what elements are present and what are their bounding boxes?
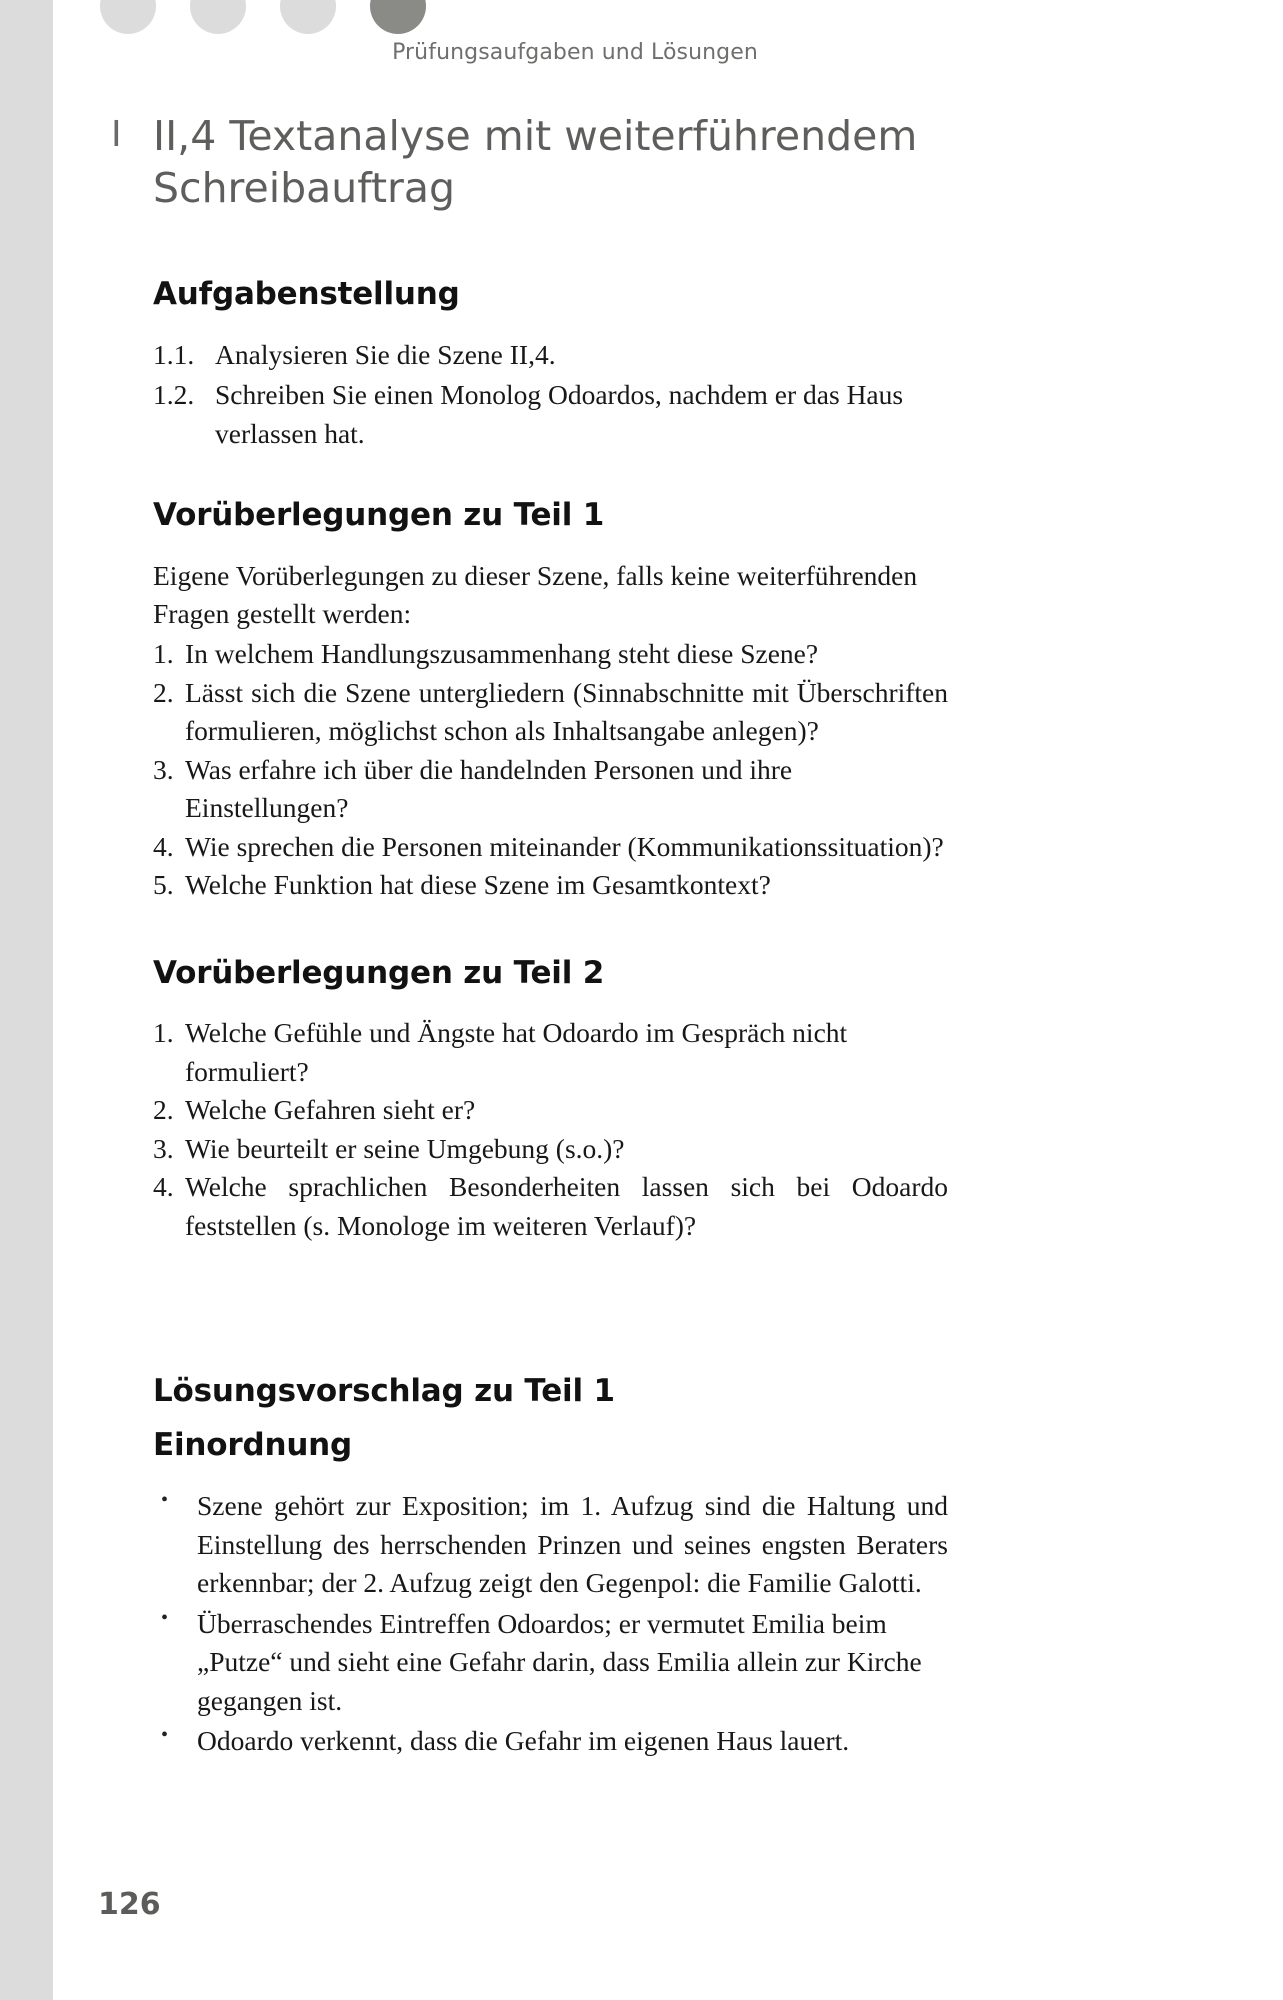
list-item-text: Welche sprachlichen Besonderheiten lassen sich bei Odoardo feststellen (s. Monologe im weiteren Verlauf)? [185, 1171, 948, 1241]
list-item-number: 1.2. [153, 379, 195, 411]
list-item [153, 751, 948, 828]
vorueberlegungen-1-list [153, 635, 948, 905]
list-item [153, 674, 948, 751]
list-item-text: Wie sprechen die Personen miteinander (Kommunikationssituation)? [185, 830, 944, 862]
section-spacer [153, 1295, 948, 1373]
bullet-icon: • [161, 1489, 169, 1512]
list-item-number: 1. [153, 1017, 174, 1049]
list-item [153, 635, 948, 674]
list-item-number: 3. [153, 1132, 174, 1164]
list-item-text: In welchem Handlungszusammenhang steht diese Szene? [185, 638, 819, 670]
list-item [153, 866, 948, 905]
aufgabenstellung-list [153, 336, 948, 454]
heading-einordnung: Einordnung [153, 1427, 353, 1464]
vorueberlegungen-2-list [153, 1014, 948, 1245]
list-item [153, 1130, 948, 1169]
list-item-text: Welche Funktion hat diese Szene im Gesamtkontext? [185, 869, 771, 901]
page-title: II,4 Textanalyse mit weiterführendem Schreibauftrag [153, 112, 918, 213]
list-item-number: 2. [153, 676, 174, 708]
running-head: Prüfungsaufgaben und Lösungen [392, 40, 758, 65]
bullet-icon: • [161, 1724, 169, 1747]
list-item-number: 4. [153, 830, 174, 862]
list-item-text: Lässt sich die Szene untergliedern (Sinnabschnitte mit Überschriften formulieren, möglichst schon als Inhaltsangabe anlegen)? [185, 676, 948, 747]
list-item-text: Was erfahre ich über die handelnden Personen und ihre Einstellungen? [185, 753, 793, 824]
page-number: 126 [98, 1887, 161, 1922]
heading-vorueberlegungen-teil-2: Vorüberlegungen zu Teil 2 [153, 954, 605, 991]
vorueberlegungen-1-lead: Eigene Vorüberlegungen zu dieser Szene, falls keine weiterführenden Fragen gestellt werden: [153, 560, 918, 630]
list-item-text: Welche Gefühle und Ängste hat Odoardo im Gespräch nicht formuliert? [185, 1017, 848, 1087]
list-item-number: 1. [153, 638, 174, 670]
list-item [153, 376, 948, 453]
list-item [153, 336, 948, 375]
list-item [153, 1168, 948, 1245]
list-item-number: 1.1. [153, 338, 195, 370]
list-item-number: 3. [153, 753, 174, 785]
list-item-text: Szene gehört zur Exposition; im 1. Aufzug sind die Haltung und Einstellung des herrschenden Prinzen und seines engsten Beraters erkennbar; der 2. Aufzug zeigt den Gegenpol: die Familie Galotti. [197, 1490, 948, 1599]
list-item-text: Überraschendes Eintreffen Odoardos; er vermutet Emilia beim „Putze“ und sieht eine Gefahr darin, dass Emilia allein zur Kirche gegangen ist. [197, 1607, 922, 1716]
heading-loesungsvorschlag: Lösungsvorschlag zu Teil 1 [153, 1373, 615, 1410]
heading-aufgabenstellung: Aufgabenstellung [153, 276, 460, 313]
list-item [153, 828, 948, 867]
einordnung-bullet-list [153, 1487, 948, 1761]
heading-vorueberlegungen-teil-1: Vorüberlegungen zu Teil 1 [153, 497, 605, 534]
list-item-number: 4. [153, 1171, 174, 1203]
list-item [153, 1014, 948, 1091]
text-column [111, 110, 948, 1763]
list-item-text: Analysieren Sie die Szene II,4. [215, 338, 556, 370]
list-item-number: 5. [153, 869, 174, 901]
list-item [153, 1091, 948, 1130]
list-item-text: Welche Gefahren sieht er? [185, 1094, 476, 1126]
list-item-text: Wie beurteilt er seine Umgebung (s.o.)? [185, 1132, 625, 1164]
chapter-heading-block [111, 110, 948, 214]
bullet-icon: • [161, 1606, 169, 1629]
list-item-number: 2. [153, 1094, 174, 1126]
list-item [153, 1487, 948, 1603]
chapter-marker: I [111, 114, 122, 155]
list-item-text: Odoardo verkennt, dass die Gefahr im eigenen Haus lauert. [197, 1725, 850, 1757]
list-item [153, 1605, 948, 1721]
list-item [153, 1722, 948, 1761]
list-item-text: Schreiben Sie einen Monolog Odoardos, nachdem er das Haus verlassen hat. [215, 379, 904, 449]
